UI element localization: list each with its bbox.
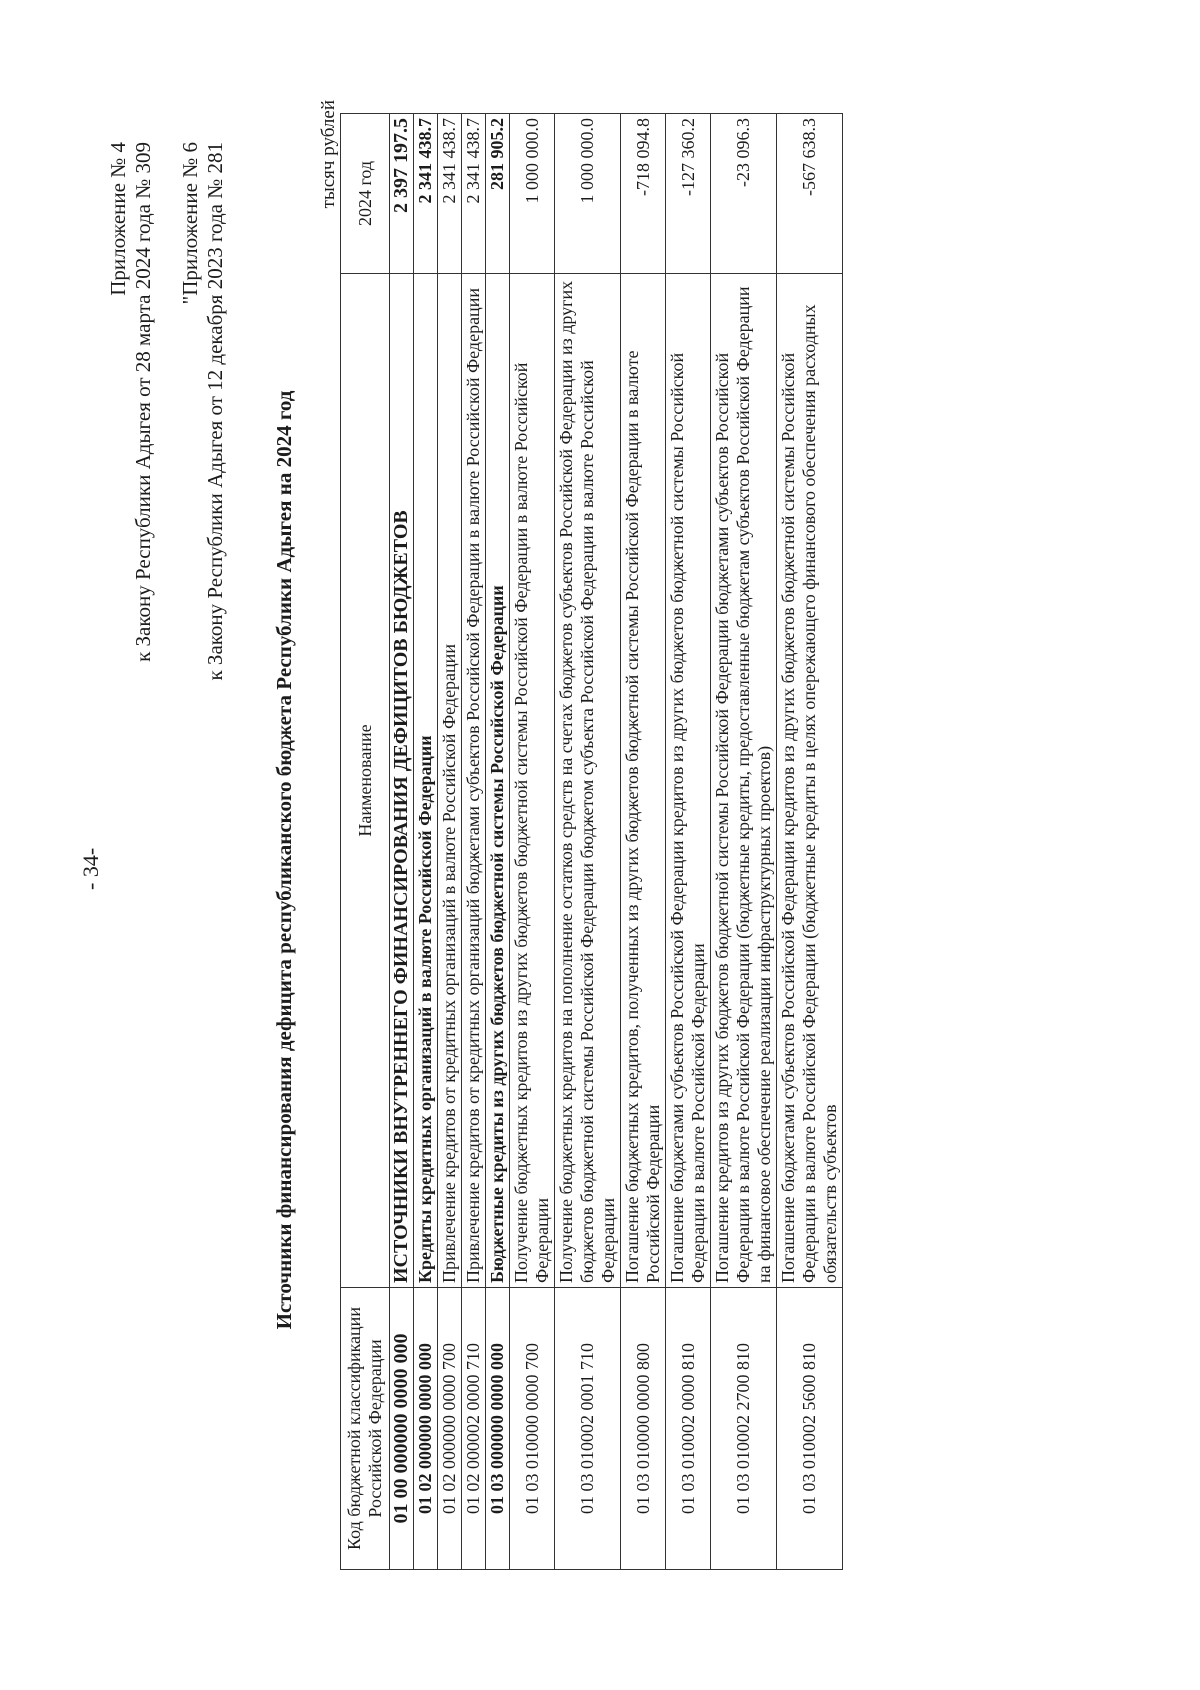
name-cell: Кредиты кредитных организаций в валюте Российской Федерации <box>414 274 438 1288</box>
column-header-code: Код бюджетной классификации Российской Федерации <box>341 1288 390 1570</box>
table-row <box>414 114 438 1570</box>
amount-cell: 2 397 197.5 <box>390 114 414 274</box>
table-row <box>390 114 414 1570</box>
name-cell: Погашение бюджетных кредитов, полученных из других бюджетов бюджетной системы Российской Федерации в валюте Российской Федерации <box>621 274 666 1288</box>
table-row <box>462 114 486 1570</box>
amount-cell: -127 360.2 <box>666 114 711 274</box>
column-header-name: Наименование <box>341 274 390 1288</box>
table-row <box>438 114 462 1570</box>
name-cell: Получение бюджетных кредитов на пополнение остатков средств на счетах бюджетов субъектов Российской Федерации из других бюджетов бюджетной системы Российской Федерации бюджетом субъекта Российской Федерации в валюте Российской Федерации <box>555 274 621 1288</box>
appendix-law-reference: к Закону Республики Адыгея от 28 марта 2024 года № 309 <box>131 142 155 662</box>
page-number: - 34- <box>78 847 103 890</box>
financing-sources-table <box>340 113 843 1570</box>
table-header-row <box>341 114 390 1570</box>
amount-cell: 1 000 000.0 <box>510 114 555 274</box>
original-appendix-number: "Приложение № 6 <box>178 142 202 305</box>
name-cell: Бюджетные кредиты из других бюджетов бюджетной системы Российской Федерации <box>486 274 510 1288</box>
name-cell: Погашение бюджетами субъектов Российской Федерации кредитов из других бюджетов бюджетной системы Российской Федерации в валюте Российской Федерации (бюджетные кредиты в целях опережающего финансового обеспечения расходных обязательств субъектов <box>777 274 843 1288</box>
amount-cell: 281 905.2 <box>486 114 510 274</box>
name-cell: Получение бюджетных кредитов из других бюджетов бюджетной системы Российской Федерации в валюте Российской Федерации <box>510 274 555 1288</box>
table-row <box>486 114 510 1570</box>
document-title: Источники финансирования дефицита республиканского бюджета Республики Адыгея на 2024 год <box>272 390 296 1330</box>
code-cell: 01 03 010002 5600 810 <box>777 1288 843 1570</box>
table-row <box>666 114 711 1570</box>
appendix-header-original <box>178 142 228 681</box>
table-row <box>711 114 777 1570</box>
code-cell: 01 03 010000 0000 700 <box>510 1288 555 1570</box>
table-row <box>777 114 843 1570</box>
code-cell: 01 03 010000 0000 800 <box>621 1288 666 1570</box>
code-cell: 01 03 010002 0000 810 <box>666 1288 711 1570</box>
name-cell: Привлечение кредитов от кредитных организаций в валюте Российской Федерации <box>438 274 462 1288</box>
table-row <box>555 114 621 1570</box>
original-law-reference: к Закону Республики Адыгея от 12 декабря 2023 года № 281 <box>203 142 227 681</box>
table-row <box>621 114 666 1570</box>
amount-cell: -718 094.8 <box>621 114 666 274</box>
code-cell: 01 03 000000 0000 000 <box>486 1288 510 1570</box>
table-body <box>390 114 843 1570</box>
code-cell: 01 02 000002 0000 710 <box>462 1288 486 1570</box>
code-cell: 01 03 010002 2700 810 <box>711 1288 777 1570</box>
code-cell: 01 03 010002 0001 710 <box>555 1288 621 1570</box>
code-cell: 01 00 000000 0000 000 <box>390 1288 414 1570</box>
amount-cell: 2 341 438.7 <box>462 114 486 274</box>
amount-cell: 2 341 438.7 <box>438 114 462 274</box>
amount-cell: 1 000 000.0 <box>555 114 621 274</box>
code-cell: 01 02 000000 0000 700 <box>438 1288 462 1570</box>
appendix-header-current <box>106 142 156 662</box>
amount-cell: -23 096.3 <box>711 114 777 274</box>
code-cell: 01 02 000000 0000 000 <box>414 1288 438 1570</box>
amount-cell: -567 638.3 <box>777 114 843 274</box>
table-row <box>510 114 555 1570</box>
name-cell: Погашение бюджетами субъектов Российской Федерации кредитов из других бюджетов бюджетной системы Российской Федерации в валюте Российской Федерации <box>666 274 711 1288</box>
appendix-number: Приложение № 4 <box>106 142 130 296</box>
name-cell: Привлечение кредитов от кредитных организаций бюджетами субъектов Российской Федерации в валюте Российской Федерации <box>462 274 486 1288</box>
name-cell: ИСТОЧНИКИ ВНУТРЕННЕГО ФИНАНСИРОВАНИЯ ДЕФИЦИТОВ БЮДЖЕТОВ <box>390 274 414 1288</box>
column-header-amount: 2024 год <box>341 114 390 274</box>
amount-cell: 2 341 438.7 <box>414 114 438 274</box>
name-cell: Погашение кредитов из других бюджетов бюджетной системы Российской Федерации бюджетами субъектов Российской Федерации в валюте Российской Федерации (бюджетные кредиты, предоставленные бюджетам субъектов Российской Федерации на финансовое обеспечение реализации инфраструктурных проектов) <box>711 274 777 1288</box>
units-label: тысяч рублей <box>318 100 339 209</box>
